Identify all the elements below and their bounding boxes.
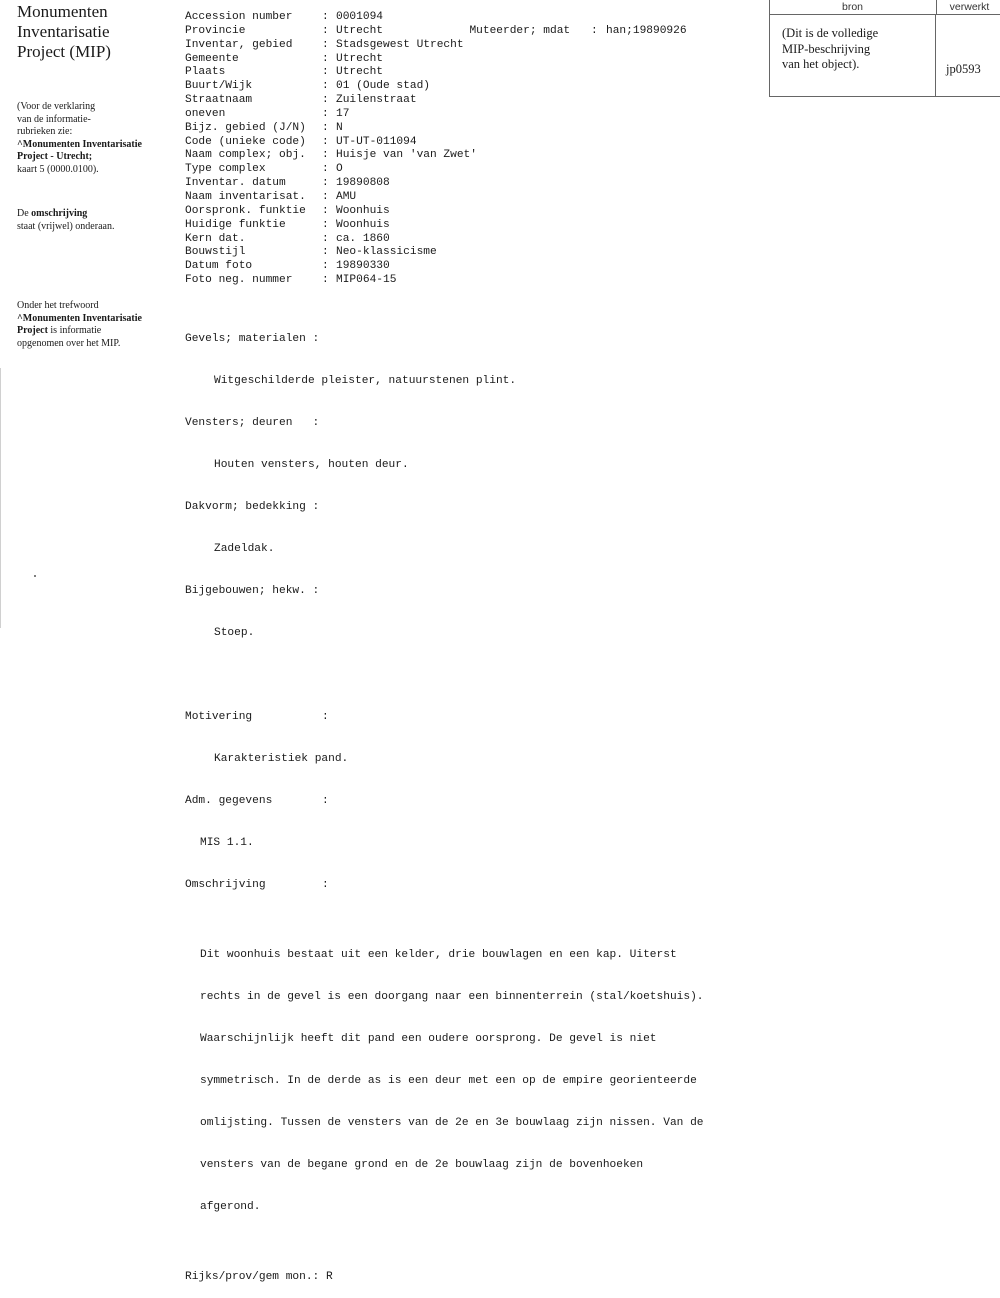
note-line: (Voor de verklaring: [17, 101, 96, 112]
field-value: Woonhuis: [336, 218, 390, 231]
title-line: Inventarisatie: [17, 22, 110, 41]
text-line: Dit woonhuis bestaat uit een kelder, drie bouwlagen en een kap. Uiterst: [200, 949, 677, 961]
field-label: oneven: [185, 107, 226, 120]
note-keyword: ^Monumenten Inventarisatie: [17, 138, 142, 150]
note-keyword: omschrijving: [31, 208, 88, 219]
title-line: Project (MIP): [17, 42, 111, 61]
text-line: afgerond.: [200, 1201, 261, 1213]
note-line: van de informatie-: [17, 113, 91, 125]
note-line: [17, 151, 167, 164]
field-colon: :: [322, 204, 329, 217]
field-colon: :: [322, 121, 329, 134]
field-value: 19890330: [336, 260, 390, 273]
text-line: symmetrisch. In de derde as is een deur met een op de empire georienteerde: [200, 1075, 697, 1087]
field-label: Bijz. gebied (J/N): [185, 121, 306, 134]
field-label: Provincie: [185, 24, 246, 37]
field-value: R: [326, 1271, 333, 1283]
spacer: [185, 668, 704, 682]
field-colon: :: [322, 24, 329, 37]
note-text: De: [17, 208, 32, 219]
field-colon: :: [322, 260, 329, 273]
note-line: [17, 139, 167, 152]
bron-line: (Dit is de volledige: [782, 26, 879, 40]
field-colon: :: [322, 107, 329, 120]
field-value: Huisje van 'van Zwet': [336, 149, 477, 162]
field-value: 0001094: [336, 11, 383, 23]
field-colon: :: [322, 94, 329, 107]
field-colon: :: [322, 163, 329, 176]
muteerder-field: [456, 11, 687, 39]
field-colon: :: [322, 177, 329, 190]
field-colon: :: [322, 232, 329, 245]
bron-cell: [782, 26, 932, 73]
note-line: opgenomen over het MIP.: [17, 337, 121, 349]
description-note: [17, 208, 167, 233]
field-label: Oorspronk. funktie: [185, 204, 306, 217]
note-keyword: Project: [17, 325, 48, 336]
field-value: ca. 1860: [336, 232, 390, 245]
rijks-field: [185, 1270, 704, 1284]
field-colon: :: [322, 11, 329, 23]
source-table: [769, 0, 1000, 97]
description-section: [185, 304, 704, 1298]
page-title: [17, 2, 111, 62]
verwerkt-header: verwerkt: [936, 0, 1000, 15]
field-colon: :: [322, 52, 329, 65]
text-line: rechts in de gevel is een doorgang naar een binnenterrein (stal/koetshuis).: [200, 991, 704, 1003]
field-colon: :: [322, 795, 329, 807]
field-label: Inventar. datum: [185, 177, 286, 190]
field-value: Zuilenstraat: [336, 94, 417, 107]
note-line: [17, 208, 167, 221]
field-label: Rijks/prov/gem mon.:: [185, 1271, 320, 1283]
field-value: Neo-klassicisme: [336, 246, 437, 259]
field-label: Omschrijving: [185, 879, 266, 891]
field-value: Karakteristiek pand.: [214, 753, 349, 765]
field-colon: :: [322, 218, 329, 231]
legend-note: [17, 101, 167, 176]
field-label: Motivering: [185, 711, 253, 723]
bron-header: bron: [770, 0, 935, 15]
field-value: Houten vensters, houten deur.: [214, 459, 409, 471]
field-value: O: [336, 163, 343, 176]
omschrijving-label: [185, 878, 704, 892]
field-colon: :: [322, 38, 329, 51]
field-value: Stadsgewest Utrecht: [336, 38, 464, 51]
note-line: rubrieken zie:: [17, 126, 73, 137]
field-label: Kern dat.: [185, 232, 246, 245]
column-divider: [935, 14, 936, 96]
field-label: Bijgebouwen; hekw. :: [185, 585, 320, 597]
field-label: Huidige funktie: [185, 218, 286, 231]
field-label: Gevels; materialen :: [185, 333, 320, 345]
field-label: Buurt/Wijk: [185, 80, 253, 93]
field-label: Gemeente: [185, 52, 239, 65]
speck: [34, 575, 36, 577]
field-value: MIS 1.1.: [200, 837, 254, 849]
field-colon: :: [322, 274, 329, 287]
note-line: [17, 313, 167, 326]
field-label: Bouwstijl: [185, 246, 246, 259]
field-label: Type complex: [185, 163, 266, 176]
field-label: Naam inventarisat.: [185, 190, 306, 203]
field-value: N: [336, 121, 343, 134]
note-text: is informatie: [47, 325, 102, 336]
field-colon: :: [322, 135, 329, 148]
text-line: Waarschijnlijk heeft dit pand een oudere oorsprong. De gevel is niet: [200, 1033, 657, 1045]
field-label: Foto neg. nummer: [185, 274, 293, 287]
field-label: Muteerder; mdat: [469, 24, 571, 37]
title-line: Monumenten: [17, 2, 108, 21]
field-label: Vensters; deuren :: [185, 417, 320, 429]
field-colon: :: [322, 246, 329, 259]
field-value: han;19890926: [606, 24, 687, 37]
field-colon: :: [322, 149, 329, 162]
field-label: Naam complex; obj.: [185, 149, 306, 162]
field-label: Inventar, gebied: [185, 38, 293, 51]
field-value: Woonhuis: [336, 204, 390, 217]
note-line: staat (vrijwel) onderaan.: [17, 220, 115, 232]
field-value: 01 (Oude stad): [336, 80, 430, 93]
bron-line: van het object).: [782, 57, 860, 71]
omschrijving-text: [185, 920, 704, 1242]
field-label: Datum foto: [185, 260, 253, 273]
field-label: Accession number: [185, 11, 293, 23]
note-line: Onder het trefwoord: [17, 300, 99, 311]
text-line: vensters van de begane grond en de 2e bouwlaag zijn de bovenhoeken: [200, 1159, 644, 1171]
field-colon: :: [322, 711, 329, 723]
field-label: Code (unieke code): [185, 135, 306, 148]
keyword-note: [17, 300, 167, 350]
field-value: 19890808: [336, 177, 390, 190]
note-keyword: ^Monumenten Inventarisatie: [17, 312, 142, 324]
field-colon: :: [322, 66, 329, 79]
verwerkt-cell: jp0593: [946, 62, 981, 76]
field-value: 17: [336, 107, 350, 120]
margin-line: [0, 368, 1, 628]
text-line: omlijsting. Tussen de vensters van de 2e en 3e bouwlaag zijn nissen. Van de: [200, 1117, 704, 1129]
field-colon: :: [322, 80, 329, 93]
field-value: Utrecht: [336, 24, 383, 37]
field-label: Straatnaam: [185, 94, 253, 107]
field-label: Adm. gegevens: [185, 795, 273, 807]
field-value: AMU: [336, 190, 357, 203]
bron-line: MIP-beschrijving: [782, 41, 871, 56]
field-colon: :: [322, 190, 329, 203]
note-line: kaart 5 (0000.0100).: [17, 163, 99, 175]
field-value: UT-UT-011094: [336, 135, 417, 148]
note-line: [17, 325, 167, 338]
adm-label: [185, 794, 704, 808]
motivering-label: [185, 710, 704, 724]
field-label: Plaats: [185, 66, 226, 79]
field-value: Zadeldak.: [214, 543, 275, 555]
field-value: Utrecht: [336, 66, 383, 79]
field-value: Utrecht: [336, 52, 383, 65]
note-keyword: Project - Utrecht;: [17, 151, 93, 162]
field-colon: :: [591, 24, 598, 37]
field-colon: :: [322, 879, 329, 891]
field-label: Dakvorm; bedekking :: [185, 501, 320, 513]
field-value: Stoep.: [214, 627, 255, 639]
field-value: MIP064-15: [336, 274, 397, 287]
field-value: Witgeschilderde pleister, natuurstenen plint.: [214, 375, 517, 387]
